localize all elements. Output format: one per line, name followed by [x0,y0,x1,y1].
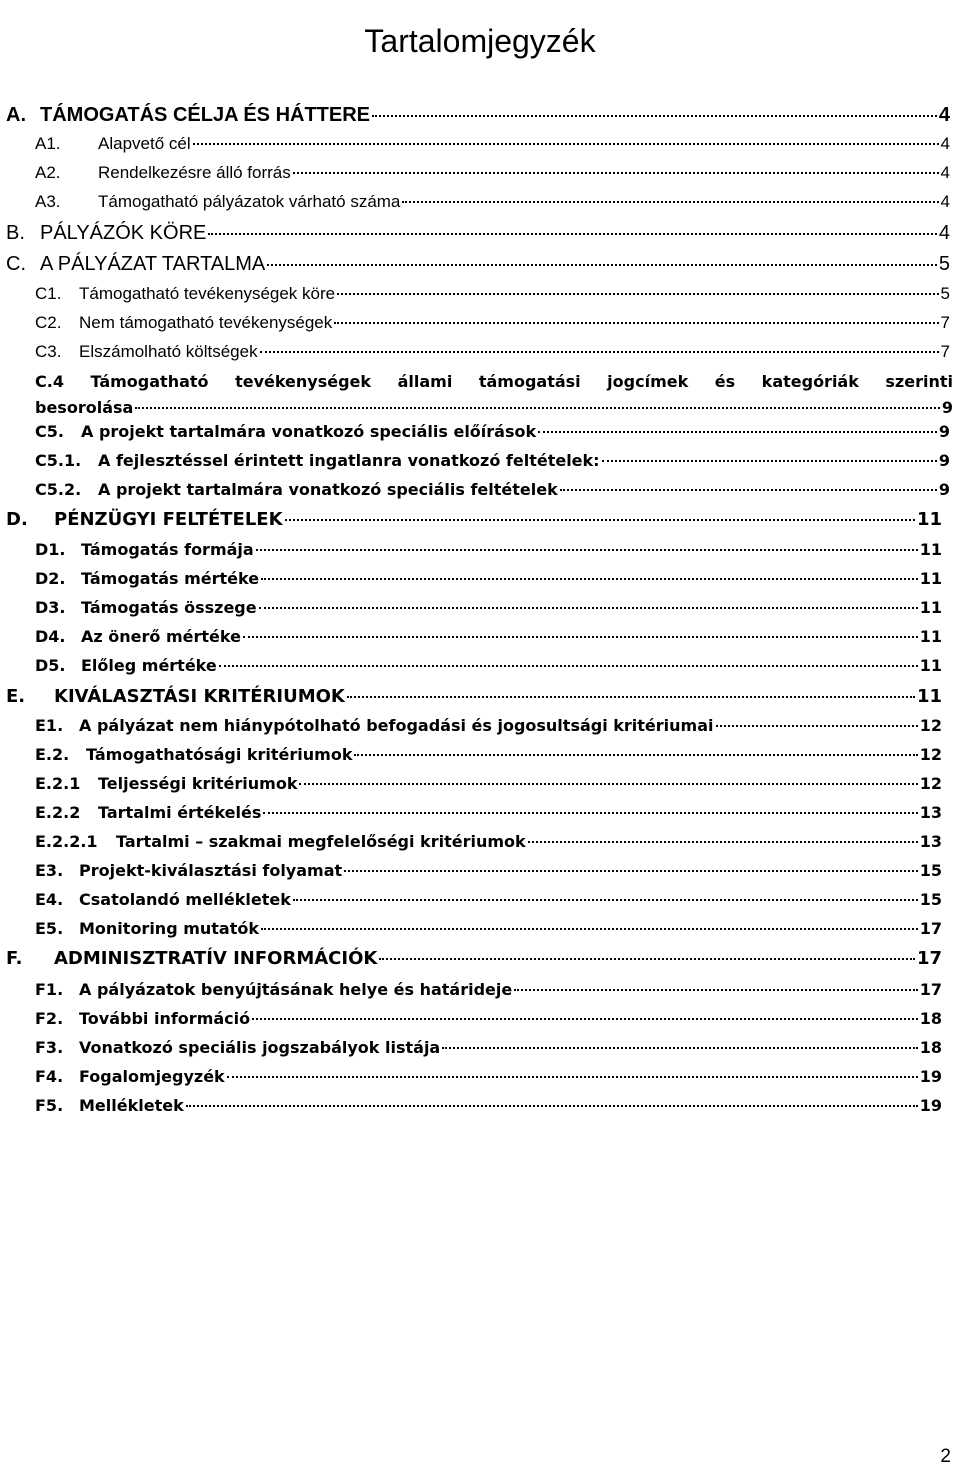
toc-entry-word: jogcímek [607,372,689,391]
toc-entry[interactable] [6,686,942,710]
toc-entry-page: 18 [919,1038,942,1057]
toc-entry[interactable] [35,598,942,622]
toc-entry-text: Támogatás mértéke [81,569,260,588]
toc-entry[interactable] [35,369,953,421]
toc-entry-page: 19 [919,1067,942,1086]
toc-entry-number: C2. [35,313,62,332]
toc-entry[interactable] [35,745,942,769]
dot-leader [560,489,937,491]
toc-entry-number: F4. [35,1067,64,1086]
dot-leader [514,989,918,991]
toc-entry-number: A. [6,104,26,126]
toc-entry-number: F5. [35,1096,64,1115]
toc-entry-text: Támogathatósági kritériumok [86,745,353,764]
toc-entry-text: KIVÁLASZTÁSI KRITÉRIUMOK [54,686,345,707]
toc-entry[interactable] [35,861,942,885]
toc-entry[interactable] [35,313,950,337]
toc-entry-page: 5 [940,284,950,303]
toc-entry-text: További információ [79,1009,251,1028]
toc-entry[interactable] [35,774,942,798]
dot-leader [208,233,937,235]
toc-entry[interactable] [35,627,942,651]
dot-leader [372,115,937,117]
toc-entry[interactable] [6,948,942,972]
toc-entry-text: Fogalomjegyzék [79,1067,225,1086]
toc-entry-text: Nem támogatható tevékenységek [79,313,333,332]
toc-entry-number: F. [6,948,23,969]
toc-entry[interactable] [35,1096,942,1120]
toc-entry-number: A2. [35,163,61,182]
toc-entry-text: A PÁLYÁZAT TARTALMA [40,253,266,275]
dot-leader [256,549,918,551]
toc-entry-text: Az önerő mértéke [81,627,241,646]
toc-entry-number: D1. [35,540,66,559]
toc-entry-text: Monitoring mutatók [79,919,260,938]
toc-entry[interactable] [6,222,950,246]
dot-leader [259,607,918,609]
toc-entry-word: Támogatható [90,372,209,391]
toc-entry[interactable] [6,104,950,128]
toc-entry-text: Támogatás összege [81,598,257,617]
toc-entry[interactable] [35,451,950,475]
toc-entry-page: 7 [940,342,950,361]
toc-entry-page: 17 [916,948,942,969]
toc-entry[interactable] [35,422,950,446]
toc-entry[interactable] [35,1067,942,1091]
toc-entry-page: 4 [940,192,950,211]
dot-leader [347,696,915,698]
toc-entry[interactable] [6,509,942,533]
toc-entry-number: E3. [35,861,64,880]
toc-entry-page: 15 [919,890,942,909]
toc-entry-text: Mellékletek [79,1096,184,1115]
toc-entry-page: 12 [919,745,942,764]
toc-entry-page: 9 [941,398,953,417]
toc-entry-text: Előleg mértéke [81,656,217,675]
toc-entry-number: F2. [35,1009,64,1028]
toc-entry-number: E4. [35,890,64,909]
toc-entry-number: B. [6,222,25,244]
toc-entry-page: 11 [916,509,942,530]
dot-leader [243,636,918,638]
toc-entry-page: 11 [919,540,942,559]
toc-entry[interactable] [35,832,942,856]
toc-entry[interactable] [35,569,942,593]
toc-entry-number: C. [6,253,26,275]
dot-leader [602,460,937,462]
toc-entry-number: D4. [35,627,66,646]
toc-entry-text: Rendelkezésre álló forrás [98,163,291,182]
dot-leader [344,870,918,872]
toc-entry-text: Támogatás formája [81,540,254,559]
toc-entry[interactable] [35,803,942,827]
dot-leader [293,172,939,174]
toc-entry-page: 11 [919,656,942,675]
toc-entry-text: PÁLYÁZÓK KÖRE [40,222,207,244]
toc-entry-number: A1. [35,134,61,153]
toc-entry[interactable] [35,1038,942,1062]
toc-entry-number: E. [6,686,26,707]
toc-entry-number: D. [6,509,28,530]
toc-entry-number: E.2.1 [35,774,81,793]
dot-leader [135,407,940,409]
toc-entry-word: támogatási [478,372,581,391]
toc-entry-page: 9 [938,480,950,499]
toc-entry-text: Támogatható tevékenységek köre [79,284,336,303]
dot-leader [528,841,918,843]
toc-entry-page: 5 [938,253,950,275]
toc-entry[interactable] [35,1009,942,1033]
toc-entry[interactable] [35,980,942,1004]
toc-entry-page: 17 [919,980,942,999]
dot-leader [379,958,915,960]
toc-entry-number: C.4 [35,372,64,391]
toc-entry-number: F3. [35,1038,64,1057]
toc-entry[interactable] [35,919,942,943]
toc-entry-text: A pályázatok benyújtásának helye és határideje [79,980,513,999]
dot-leader [354,754,917,756]
dot-leader [402,201,938,203]
toc-entry-number: E.2. [35,745,70,764]
toc-entry[interactable] [35,540,942,564]
toc-entry-page: 4 [940,163,950,182]
dot-leader [227,1076,918,1078]
toc-entry-page: 15 [919,861,942,880]
toc-entry-text: A projekt tartalmára vonatkozó speciális feltételek [98,480,558,499]
dot-leader [293,899,918,901]
toc-entry-number: E.2.2.1 [35,832,98,851]
toc-entry-text: Vonatkozó speciális jogszabályok listája [79,1038,441,1057]
toc-entry-page: 4 [938,104,950,126]
dot-leader [337,293,938,295]
toc-entry-number: E1. [35,716,64,735]
toc-entry-page: 9 [938,422,950,441]
toc-entry-text: Teljességi kritériumok [98,774,298,793]
dot-leader [285,519,915,521]
toc-entry-number: D2. [35,569,66,588]
dot-leader [263,812,917,814]
toc-entry-word: és [714,372,736,391]
dot-leader [334,322,938,324]
toc-entry-number: C5.2. [35,480,82,499]
toc-entry[interactable] [35,656,942,680]
toc-entry-text: Csatolandó mellékletek [79,890,291,909]
toc-entry-page: 4 [938,222,950,244]
toc-entry-text: Elszámolható költségek [79,342,258,361]
toc-entry-text-continued: besorolása [35,398,134,417]
toc-entry-number: E.2.2 [35,803,81,822]
toc-entry[interactable] [35,284,950,308]
toc-entry-word: kategóriák [761,372,859,391]
dot-leader [252,1018,918,1020]
toc-entry[interactable] [35,342,950,366]
dot-leader [261,928,918,930]
toc-entry-page: 19 [919,1096,942,1115]
toc-entry-number: D5. [35,656,66,675]
toc-entry-number: C5. [35,422,64,441]
dot-leader [193,143,939,145]
toc-entry-page: 11 [919,627,942,646]
toc-entry-text: A fejlesztéssel érintett ingatlanra vonatkozó feltételek: [98,451,600,470]
dot-leader [186,1105,918,1107]
toc-entry-word: állami [397,372,453,391]
toc-entry-number: D3. [35,598,66,617]
toc-entry[interactable] [35,134,950,158]
toc-entry-number: C1. [35,284,62,303]
toc-entry-page: 13 [919,832,942,851]
toc-entry-text: Támogatható pályázatok várható száma [98,192,401,211]
toc-entry[interactable] [35,163,950,187]
dot-leader [267,264,937,266]
toc-entry-page: 4 [940,134,950,153]
dot-leader [538,431,937,433]
toc-entry-page: 11 [919,569,942,588]
dot-leader [260,351,939,353]
dot-leader [299,783,917,785]
toc-entry[interactable] [35,716,942,740]
toc-entry-page: 12 [919,716,942,735]
toc-entry-number: F1. [35,980,64,999]
toc-entry-word: tevékenységek [235,372,372,391]
toc-entry-text: Projekt-kiválasztási folyamat [79,861,343,880]
toc-entry-text: TÁMOGATÁS CÉLJA ÉS HÁTTERE [40,104,371,126]
toc-entry-page: 9 [938,451,950,470]
toc-entry-number: C5.1. [35,451,82,470]
toc-entry-page: 7 [940,313,950,332]
page-title: Tartalomjegyzék [364,23,596,60]
toc-entry[interactable] [35,192,950,216]
dot-leader [261,578,918,580]
toc-entry-word: szerinti [885,372,953,391]
toc-entry-number: C3. [35,342,62,361]
toc-entry-page: 13 [919,803,942,822]
toc-entry-text: Alapvető cél [98,134,191,153]
toc-entry-page: 12 [919,774,942,793]
toc-entry-page: 11 [919,598,942,617]
toc-entry-text: Tartalmi – szakmai megfelelőségi kritériumok [116,832,526,851]
toc-entry-text: PÉNZÜGYI FELTÉTELEK [54,509,283,530]
toc-entry-text: Tartalmi értékelés [98,803,262,822]
toc-entry-page: 11 [916,686,942,707]
toc-entry-page: 17 [919,919,942,938]
toc-entry[interactable] [6,253,950,277]
dot-leader [219,665,918,667]
toc-entry-text: ADMINISZTRATÍV INFORMÁCIÓK [54,948,378,969]
toc-entry-number: E5. [35,919,64,938]
toc-entry[interactable] [35,890,942,914]
dot-leader [442,1047,918,1049]
toc-entry-page: 18 [919,1009,942,1028]
toc-entry-text: A pályázat nem hiánypótolható befogadási és jogosultsági kritériumai [79,716,714,735]
toc-entry-number: A3. [35,192,61,211]
dot-leader [716,725,918,727]
toc-entry-text: A projekt tartalmára vonatkozó speciális előírások [81,422,537,441]
toc-entry[interactable] [35,480,950,504]
page-number: 2 [940,1446,951,1467]
